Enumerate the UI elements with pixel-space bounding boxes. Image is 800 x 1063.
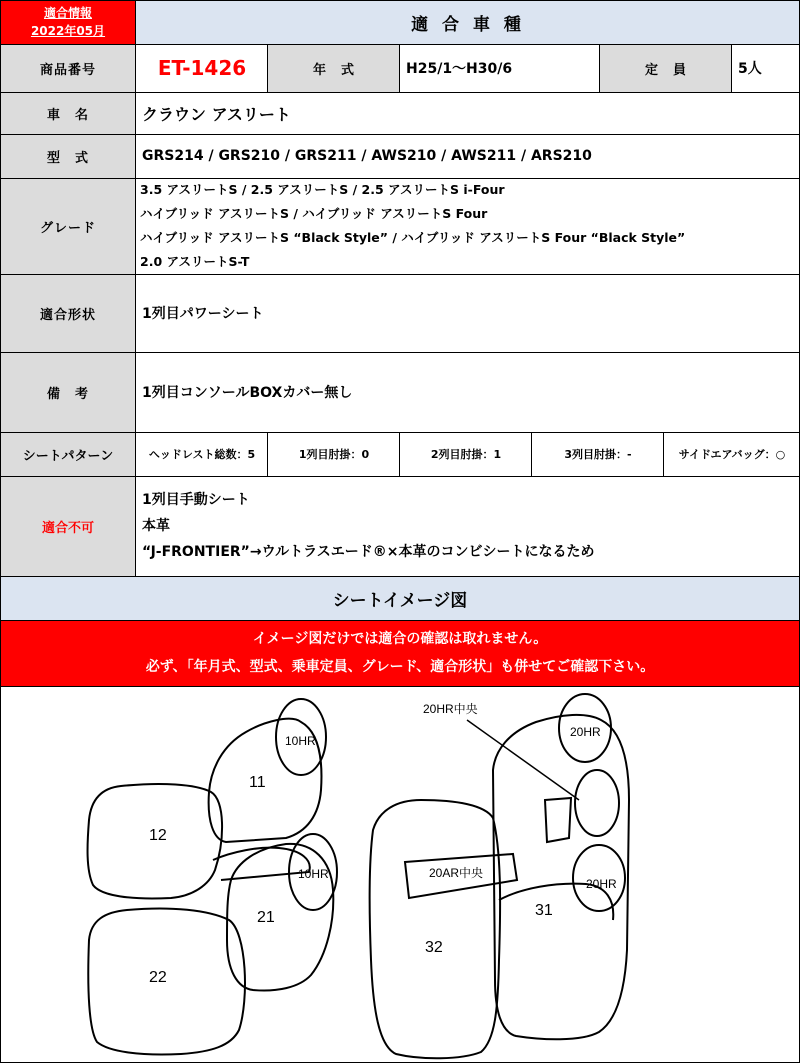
pattern-row2-armrest: 2列目肘掛：1 <box>430 448 502 461</box>
capacity-value: 5人 <box>732 44 800 92</box>
capacity-label: 定 員 <box>600 44 732 92</box>
rear-seat <box>370 694 629 1058</box>
remarks-value: 1列目コンソールBOXカバー無し <box>136 352 800 432</box>
warning-banner <box>0 620 800 686</box>
incompatible-line: “J-FRONTIER”→ウルトラスエード®×本革のコンビシートになるため <box>142 544 595 560</box>
armrest-slot <box>545 798 571 842</box>
badge-line2: 2022年05月 <box>30 24 106 38</box>
grade-list <box>136 178 800 274</box>
seat-diagram <box>1 687 799 1062</box>
seat-21-backrest <box>227 844 333 991</box>
label-10hr-lower: 10HR <box>298 867 329 881</box>
seat-image-title: シートイメージ図 <box>0 576 800 620</box>
pattern-headrest: ヘッドレスト総数：5 <box>148 448 256 461</box>
pattern-row3-armrest: 3列目肘掛：- <box>564 448 632 461</box>
year-value: H25/1〜H30/6 <box>400 44 600 92</box>
grade-line: 3.5 アスリートS / 2.5 アスリートS / 2.5 アスリートS i-Four <box>140 182 505 197</box>
pattern-label: シートパターン <box>0 432 136 476</box>
label-22: 22 <box>149 969 167 986</box>
warning-line2: 必ず、「年月式、型式、乗車定員、グレード、適合形状」も併せてご確認下さい。 <box>145 659 655 675</box>
grade-label: グレード <box>0 178 136 274</box>
product-number: ET-1426 <box>157 56 247 80</box>
car-name-label: 車 名 <box>0 92 136 134</box>
grade-line: ハイブリッド アスリートS / ハイブリッド アスリートS Four <box>140 206 488 221</box>
page-title: 適 合 車 種 <box>136 0 800 44</box>
label-20hr-center: 20HR中央 <box>423 702 478 716</box>
label-20ar-center: 20AR中央 <box>429 866 484 880</box>
warning-line1: イメージ図だけでは適合の確認は取れません。 <box>252 631 548 647</box>
pattern-row1-armrest: 1列目肘掛：0 <box>298 448 370 461</box>
badge-line1: 適合情報 <box>43 6 92 20</box>
incompatible-list <box>136 476 800 576</box>
pattern-side-airbag: サイドエアバッグ：○ <box>678 448 786 461</box>
grade-line: ハイブリッド アスリートS “Black Style” / ハイブリッド アスリートS Four “Black Style” <box>140 230 686 245</box>
product-label: 商品番号 <box>0 44 136 92</box>
label-20hr-upper: 20HR <box>570 725 601 739</box>
label-21: 21 <box>257 909 275 926</box>
label-20hr-lower: 20HR <box>586 877 617 891</box>
headrest-20hr-center <box>575 770 619 836</box>
info-badge <box>0 0 136 44</box>
label-32: 32 <box>425 939 443 956</box>
label-10hr-upper: 10HR <box>285 734 316 748</box>
label-31: 31 <box>535 902 553 919</box>
incompatible-line: 1列目手動シート <box>142 492 250 508</box>
incompatible-label: 適合不可 <box>0 476 136 576</box>
model-label: 型 式 <box>0 134 136 178</box>
seat-32-cushion <box>370 800 500 1058</box>
label-11: 11 <box>249 774 266 791</box>
remarks-label: 備 考 <box>0 352 136 432</box>
grade-line: 2.0 アスリートS-T <box>140 254 250 269</box>
label-12: 12 <box>149 827 167 844</box>
incompatible-line: 本革 <box>142 518 170 534</box>
front-seat <box>88 699 337 1055</box>
model-value: GRS214 / GRS210 / GRS211 / AWS210 / AWS211 / ARS210 <box>136 134 800 178</box>
car-name-value: クラウン アスリート <box>136 92 800 134</box>
shape-label: 適合形状 <box>0 274 136 352</box>
shape-value: 1列目パワーシート <box>136 274 800 352</box>
year-label: 年 式 <box>268 44 400 92</box>
